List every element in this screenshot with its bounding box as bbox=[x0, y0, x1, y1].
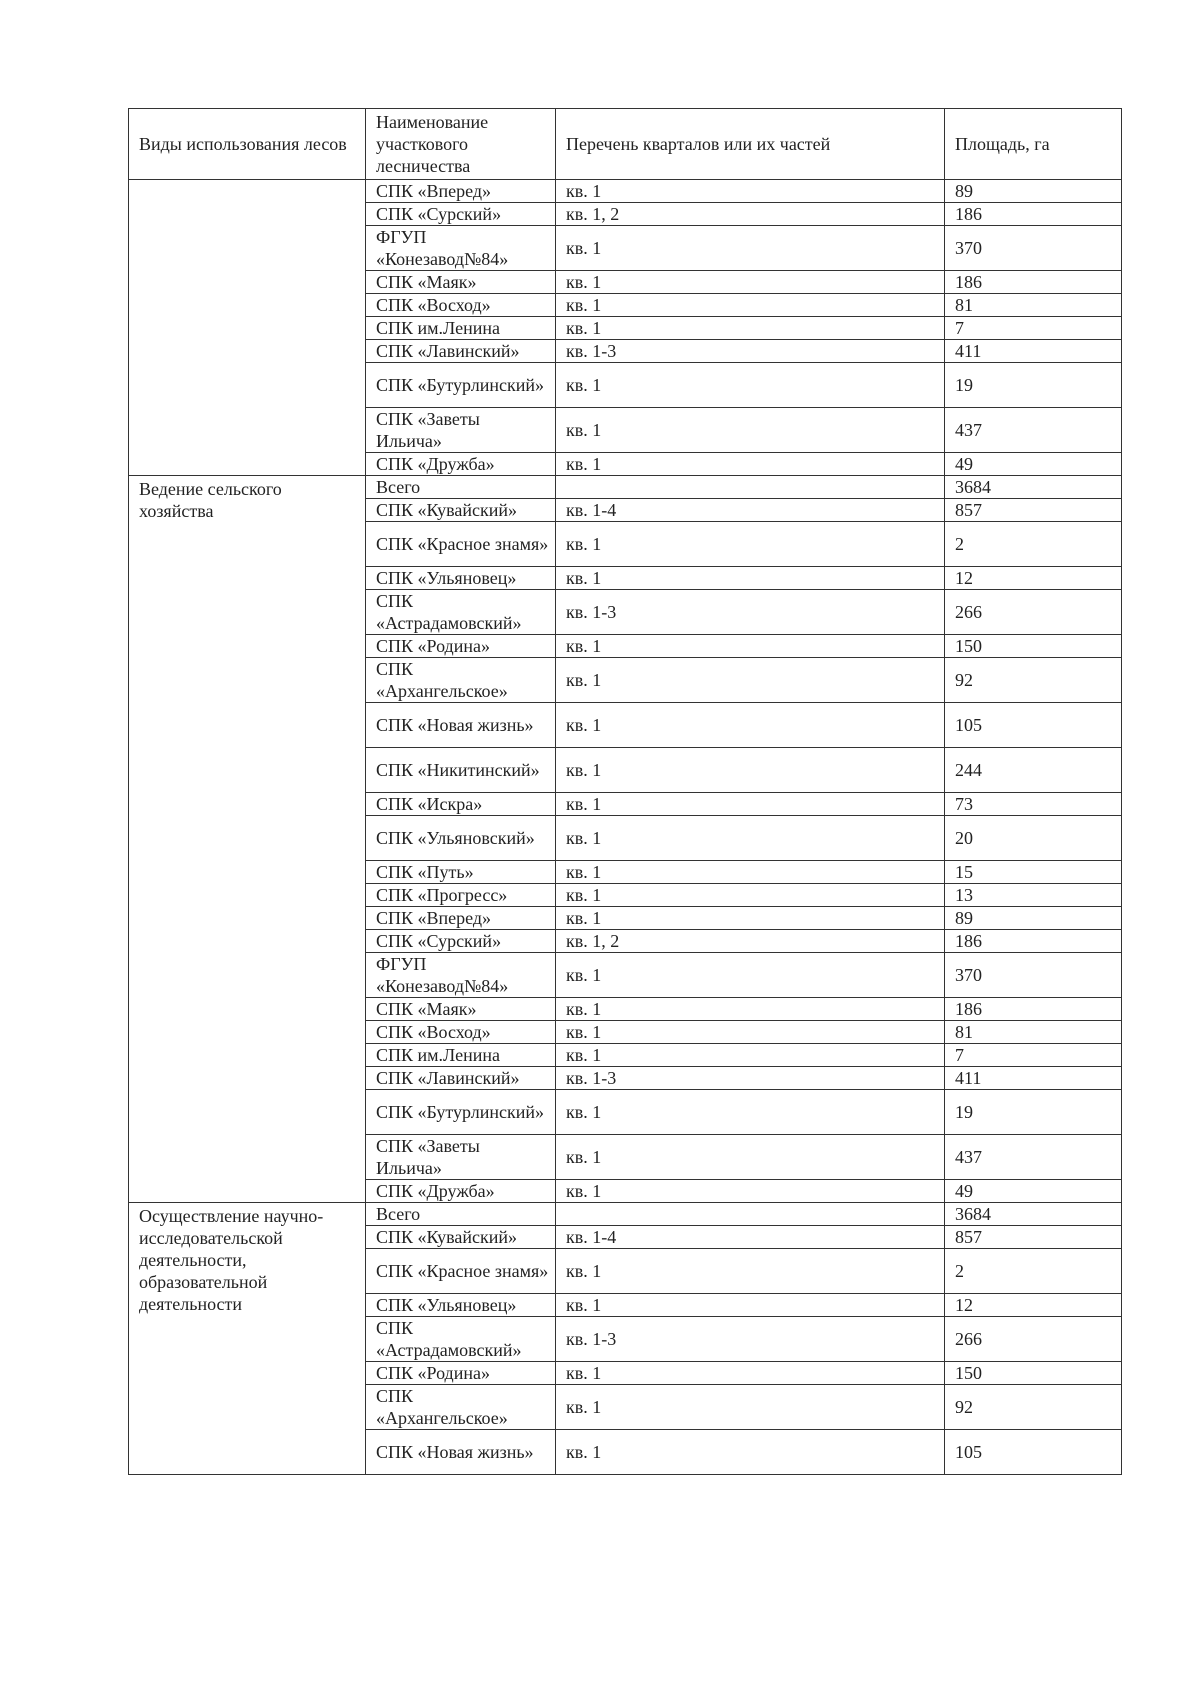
forestry-name-cell: Всего bbox=[366, 1203, 556, 1226]
table-row bbox=[129, 1203, 1122, 1226]
area-cell: 437 bbox=[945, 1135, 1122, 1180]
area-cell: 89 bbox=[945, 180, 1122, 203]
quarters-cell: кв. 1 bbox=[556, 1090, 945, 1135]
area-cell: 3684 bbox=[945, 476, 1122, 499]
quarters-cell: кв. 1 bbox=[556, 884, 945, 907]
area-cell: 244 bbox=[945, 748, 1122, 793]
forestry-name-cell: СПК «Кувайский» bbox=[366, 1226, 556, 1249]
quarters-cell: кв. 1 bbox=[556, 1249, 945, 1294]
header-use-types: Виды использования лесов bbox=[129, 109, 366, 180]
quarters-cell: кв. 1 bbox=[556, 861, 945, 884]
area-cell: 92 bbox=[945, 658, 1122, 703]
forestry-name-cell: СПК «Сурский» bbox=[366, 203, 556, 226]
quarters-cell: кв. 1 bbox=[556, 1180, 945, 1203]
forest-use-table bbox=[128, 108, 1122, 1475]
use-type-cell: Осуществление научно-исследовательской деятельности, образовательной деятельности bbox=[129, 1203, 366, 1475]
quarters-cell: кв. 1 bbox=[556, 1021, 945, 1044]
forestry-name-cell: СПК «Новая жизнь» bbox=[366, 1430, 556, 1475]
area-cell: 2 bbox=[945, 522, 1122, 567]
quarters-cell: кв. 1-4 bbox=[556, 499, 945, 522]
forestry-name-cell: СПК «Архангельское» bbox=[366, 658, 556, 703]
forestry-name-cell: СПК «Вперед» bbox=[366, 907, 556, 930]
quarters-cell: кв. 1 bbox=[556, 1294, 945, 1317]
area-cell: 89 bbox=[945, 907, 1122, 930]
quarters-cell: кв. 1-4 bbox=[556, 1226, 945, 1249]
area-cell: 186 bbox=[945, 203, 1122, 226]
forestry-name-cell: СПК «Путь» bbox=[366, 861, 556, 884]
forestry-name-cell: СПК «Дружба» bbox=[366, 453, 556, 476]
forestry-name-cell: СПК «Лавинский» bbox=[366, 1067, 556, 1090]
table-row bbox=[129, 180, 1122, 203]
quarters-cell bbox=[556, 1203, 945, 1226]
forestry-name-cell: СПК «Астрадамовский» bbox=[366, 1317, 556, 1362]
forestry-name-cell: Всего bbox=[366, 476, 556, 499]
forestry-name-cell: СПК «Восход» bbox=[366, 294, 556, 317]
area-cell: 411 bbox=[945, 340, 1122, 363]
quarters-cell: кв. 1 bbox=[556, 793, 945, 816]
quarters-cell: кв. 1 bbox=[556, 1430, 945, 1475]
quarters-cell: кв. 1 bbox=[556, 271, 945, 294]
area-cell: 186 bbox=[945, 998, 1122, 1021]
forestry-name-cell: СПК «Родина» bbox=[366, 635, 556, 658]
quarters-cell: кв. 1 bbox=[556, 1385, 945, 1430]
area-cell: 7 bbox=[945, 1044, 1122, 1067]
forestry-name-cell: СПК «Родина» bbox=[366, 1362, 556, 1385]
forestry-name-cell: СПК «Маяк» bbox=[366, 998, 556, 1021]
area-cell: 20 bbox=[945, 816, 1122, 861]
quarters-cell: кв. 1 bbox=[556, 522, 945, 567]
use-type-cell bbox=[129, 180, 366, 476]
quarters-cell: кв. 1 bbox=[556, 953, 945, 998]
area-cell: 411 bbox=[945, 1067, 1122, 1090]
quarters-cell: кв. 1 bbox=[556, 907, 945, 930]
quarters-cell: кв. 1-3 bbox=[556, 1067, 945, 1090]
quarters-cell: кв. 1 bbox=[556, 635, 945, 658]
quarters-cell: кв. 1 bbox=[556, 226, 945, 271]
forestry-name-cell: СПК «Ульяновец» bbox=[366, 1294, 556, 1317]
area-cell: 81 bbox=[945, 1021, 1122, 1044]
quarters-cell: кв. 1 bbox=[556, 453, 945, 476]
quarters-cell: кв. 1 bbox=[556, 294, 945, 317]
quarters-cell: кв. 1 bbox=[556, 658, 945, 703]
area-cell: 266 bbox=[945, 1317, 1122, 1362]
quarters-cell: кв. 1, 2 bbox=[556, 203, 945, 226]
quarters-cell: кв. 1 bbox=[556, 317, 945, 340]
quarters-cell: кв. 1 bbox=[556, 1362, 945, 1385]
quarters-cell: кв. 1-3 bbox=[556, 1317, 945, 1362]
quarters-cell: кв. 1-3 bbox=[556, 590, 945, 635]
area-cell: 12 bbox=[945, 1294, 1122, 1317]
forestry-name-cell: СПК «Астрадамовский» bbox=[366, 590, 556, 635]
quarters-cell: кв. 1 bbox=[556, 408, 945, 453]
table-row bbox=[129, 476, 1122, 499]
forestry-name-cell: ФГУП «Конезавод№84» bbox=[366, 953, 556, 998]
area-cell: 370 bbox=[945, 226, 1122, 271]
quarters-cell: кв. 1, 2 bbox=[556, 930, 945, 953]
forestry-name-cell: СПК «Заветы Ильича» bbox=[366, 408, 556, 453]
header-quarters: Перечень кварталов или их частей bbox=[556, 109, 945, 180]
forestry-name-cell: СПК «Никитинский» bbox=[366, 748, 556, 793]
forestry-name-cell: ФГУП «Конезавод№84» bbox=[366, 226, 556, 271]
area-cell: 150 bbox=[945, 635, 1122, 658]
area-cell: 105 bbox=[945, 1430, 1122, 1475]
forestry-name-cell: СПК им.Ленина bbox=[366, 317, 556, 340]
area-cell: 3684 bbox=[945, 1203, 1122, 1226]
area-cell: 19 bbox=[945, 363, 1122, 408]
header-forestry-name: Наименование участкового лесничества bbox=[366, 109, 556, 180]
area-cell: 857 bbox=[945, 1226, 1122, 1249]
quarters-cell: кв. 1 bbox=[556, 816, 945, 861]
quarters-cell bbox=[556, 476, 945, 499]
area-cell: 7 bbox=[945, 317, 1122, 340]
forestry-name-cell: СПК им.Ленина bbox=[366, 1044, 556, 1067]
forestry-name-cell: СПК «Архангельское» bbox=[366, 1385, 556, 1430]
forestry-name-cell: СПК «Искра» bbox=[366, 793, 556, 816]
table-body bbox=[129, 180, 1122, 1475]
quarters-cell: кв. 1 bbox=[556, 1135, 945, 1180]
forestry-name-cell: СПК «Вперед» bbox=[366, 180, 556, 203]
forestry-name-cell: СПК «Ульяновец» bbox=[366, 567, 556, 590]
area-cell: 12 bbox=[945, 567, 1122, 590]
quarters-cell: кв. 1 bbox=[556, 363, 945, 408]
quarters-cell: кв. 1 bbox=[556, 998, 945, 1021]
forestry-name-cell: СПК «Дружба» bbox=[366, 1180, 556, 1203]
forestry-name-cell: СПК «Бутурлинский» bbox=[366, 363, 556, 408]
area-cell: 15 bbox=[945, 861, 1122, 884]
quarters-cell: кв. 1 bbox=[556, 180, 945, 203]
area-cell: 857 bbox=[945, 499, 1122, 522]
area-cell: 13 bbox=[945, 884, 1122, 907]
area-cell: 49 bbox=[945, 453, 1122, 476]
forestry-name-cell: СПК «Кувайский» bbox=[366, 499, 556, 522]
quarters-cell: кв. 1 bbox=[556, 1044, 945, 1067]
area-cell: 186 bbox=[945, 930, 1122, 953]
forestry-name-cell: СПК «Прогресс» bbox=[366, 884, 556, 907]
forestry-name-cell: СПК «Заветы Ильича» bbox=[366, 1135, 556, 1180]
forestry-name-cell: СПК «Сурский» bbox=[366, 930, 556, 953]
forestry-name-cell: СПК «Маяк» bbox=[366, 271, 556, 294]
forestry-name-cell: СПК «Восход» bbox=[366, 1021, 556, 1044]
header-area: Площадь, га bbox=[945, 109, 1122, 180]
area-cell: 19 bbox=[945, 1090, 1122, 1135]
area-cell: 437 bbox=[945, 408, 1122, 453]
area-cell: 370 bbox=[945, 953, 1122, 998]
quarters-cell: кв. 1 bbox=[556, 748, 945, 793]
forestry-name-cell: СПК «Красное знамя» bbox=[366, 1249, 556, 1294]
forestry-name-cell: СПК «Бутурлинский» bbox=[366, 1090, 556, 1135]
forestry-name-cell: СПК «Новая жизнь» bbox=[366, 703, 556, 748]
area-cell: 186 bbox=[945, 271, 1122, 294]
area-cell: 150 bbox=[945, 1362, 1122, 1385]
use-type-cell: Ведение сельского хозяйства bbox=[129, 476, 366, 1203]
forestry-name-cell: СПК «Лавинский» bbox=[366, 340, 556, 363]
area-cell: 2 bbox=[945, 1249, 1122, 1294]
forestry-name-cell: СПК «Красное знамя» bbox=[366, 522, 556, 567]
area-cell: 105 bbox=[945, 703, 1122, 748]
quarters-cell: кв. 1 bbox=[556, 703, 945, 748]
quarters-cell: кв. 1 bbox=[556, 567, 945, 590]
quarters-cell: кв. 1-3 bbox=[556, 340, 945, 363]
table-header-row bbox=[129, 109, 1122, 180]
area-cell: 266 bbox=[945, 590, 1122, 635]
area-cell: 92 bbox=[945, 1385, 1122, 1430]
area-cell: 73 bbox=[945, 793, 1122, 816]
area-cell: 81 bbox=[945, 294, 1122, 317]
forestry-name-cell: СПК «Ульяновский» bbox=[366, 816, 556, 861]
area-cell: 49 bbox=[945, 1180, 1122, 1203]
